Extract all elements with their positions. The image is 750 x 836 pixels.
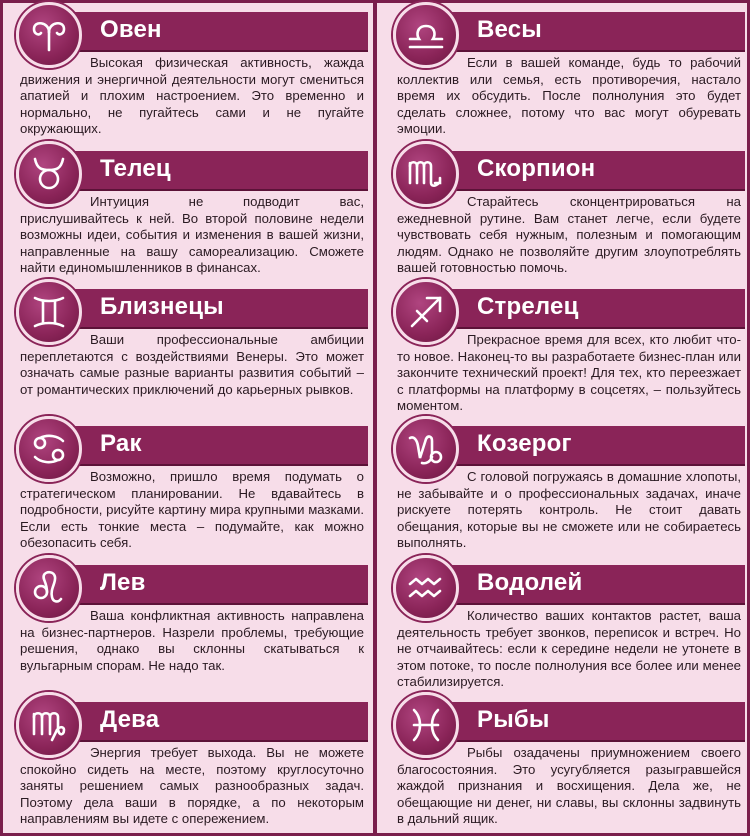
sign-banner bbox=[439, 565, 745, 603]
sign-name: Овен bbox=[100, 16, 162, 43]
sign-text: Ваши профессиональные амбиции переплетаются с воздействиями Венеры. Это может означать самые разные варианты развития событий – от романтических приключений до карьерных рывков. bbox=[20, 332, 364, 397]
sign-name: Дева bbox=[100, 706, 160, 733]
sign-banner bbox=[439, 702, 745, 740]
sign-gemini bbox=[0, 277, 372, 413]
sign-name: Рыбы bbox=[477, 706, 550, 733]
sign-banner bbox=[62, 151, 368, 189]
sign-text: Прекрасное время для всех, кто любит что-то новое. Наконец-то вы разработаете бизнес-план или закончите технический проект! Для тех, кто переезжает с платформы на платформу в соцсетях, – пользуйтесь моментом. bbox=[397, 332, 741, 414]
sign-banner bbox=[439, 151, 745, 189]
sign-name: Стрелец bbox=[477, 293, 579, 320]
sign-text: Энергия требует выхода. Вы не можете спокойно сидеть на месте, поэтому круглосуточно заняты решением самых разнообразных задач. Поэтому дела ваши в порядке, а по некоторым направлениям вы идете с опережением. bbox=[20, 745, 364, 827]
sign-cancer bbox=[0, 414, 372, 550]
sign-text: Возможно, пришло время подумать о стратегическом планировании. Не вдавайтесь в подробности, рисуйте картину мира крупными мазками. Если есть тонкие места – подумайте, как можно обезопасить себя. bbox=[20, 469, 364, 551]
sign-text: Количество ваших контактов растет, ваша деятельность требует звонков, переписок и встреч. Но не отчаивайтесь: если к середине недели не утонете в этом потоке, то после полнолуния все более или менее стабилизируется. bbox=[397, 608, 741, 690]
right-column bbox=[377, 0, 749, 836]
sign-banner bbox=[62, 702, 368, 740]
sign-name: Весы bbox=[477, 16, 543, 43]
sign-name: Скорпион bbox=[477, 155, 596, 182]
sign-banner bbox=[62, 565, 368, 603]
sign-capricorn bbox=[377, 414, 749, 550]
sign-name: Рак bbox=[100, 430, 142, 457]
sign-text: Старайтесь сконцентрироваться на ежедневной рутине. Вам станет легче, если будете чувствовать себя нужным, полезным и помогающим людям. Однако не позволяйте другим злоупотреблять вашей готовностью помочь. bbox=[397, 194, 741, 276]
sign-text: Ваша конфликтная активность направлена на бизнес-партнеров. Назрели проблемы, требующие решения, однако вы склонны скатываться к вульгарным спорам. Не надо так. bbox=[20, 608, 364, 673]
sign-banner bbox=[439, 426, 745, 464]
sign-name: Близнецы bbox=[100, 293, 224, 320]
sign-name: Лев bbox=[100, 569, 146, 596]
sign-name: Козерог bbox=[477, 430, 572, 457]
sign-banner bbox=[62, 426, 368, 464]
sign-banner bbox=[62, 289, 368, 327]
sign-banner bbox=[439, 289, 745, 327]
sign-aquarius bbox=[377, 553, 749, 689]
sign-banner bbox=[439, 12, 745, 50]
sign-name: Телец bbox=[100, 155, 171, 182]
sign-leo bbox=[0, 553, 372, 689]
sign-text: Если в вашей команде, будь то рабочий коллектив или семья, есть противоречия, настало время их обсудить. После полнолуния это будет сделать сложнее, потому что вас могут обуревать эмоции. bbox=[397, 55, 741, 137]
sign-aries bbox=[0, 0, 372, 136]
sign-text: С головой погружаясь в домашние хлопоты, не забывайте и о профессиональных задачах, иначе рискуете потерять контроль. Не стоит давать обещания, которые вы не сможете или не собираетесь выполнять. bbox=[397, 469, 741, 551]
sign-text: Рыбы озадачены приумножением своего благосостояния. Это усугубляется разыгравшейся жаждой признания и восхищения. Дела же, не обещающие ни денег, ни славы, вы склонны задвинуть в дальний ящик. bbox=[397, 745, 741, 827]
sign-text: Интуиция не подводит вас, прислушивайтесь к ней. Во второй половине недели возможны идеи, события и изменения в вашей жизни, направленные на вашу самореализацию. Сможете найти единомышленников в финансах. bbox=[20, 194, 364, 276]
sign-sagittarius bbox=[377, 277, 749, 413]
left-column bbox=[0, 0, 372, 836]
sign-banner bbox=[62, 12, 368, 50]
sign-libra bbox=[377, 0, 749, 136]
sign-text: Высокая физическая активность, жажда движения и энергичной деятельности могут смениться апатией и плохим настроением. Это временно и нормально, не пугайтесь сами и не пугайте окружающих. bbox=[20, 55, 364, 137]
sign-pisces bbox=[377, 690, 749, 826]
sign-scorpio bbox=[377, 139, 749, 275]
sign-name: Водолей bbox=[477, 569, 583, 596]
sign-taurus bbox=[0, 139, 372, 275]
sign-virgo bbox=[0, 690, 372, 826]
